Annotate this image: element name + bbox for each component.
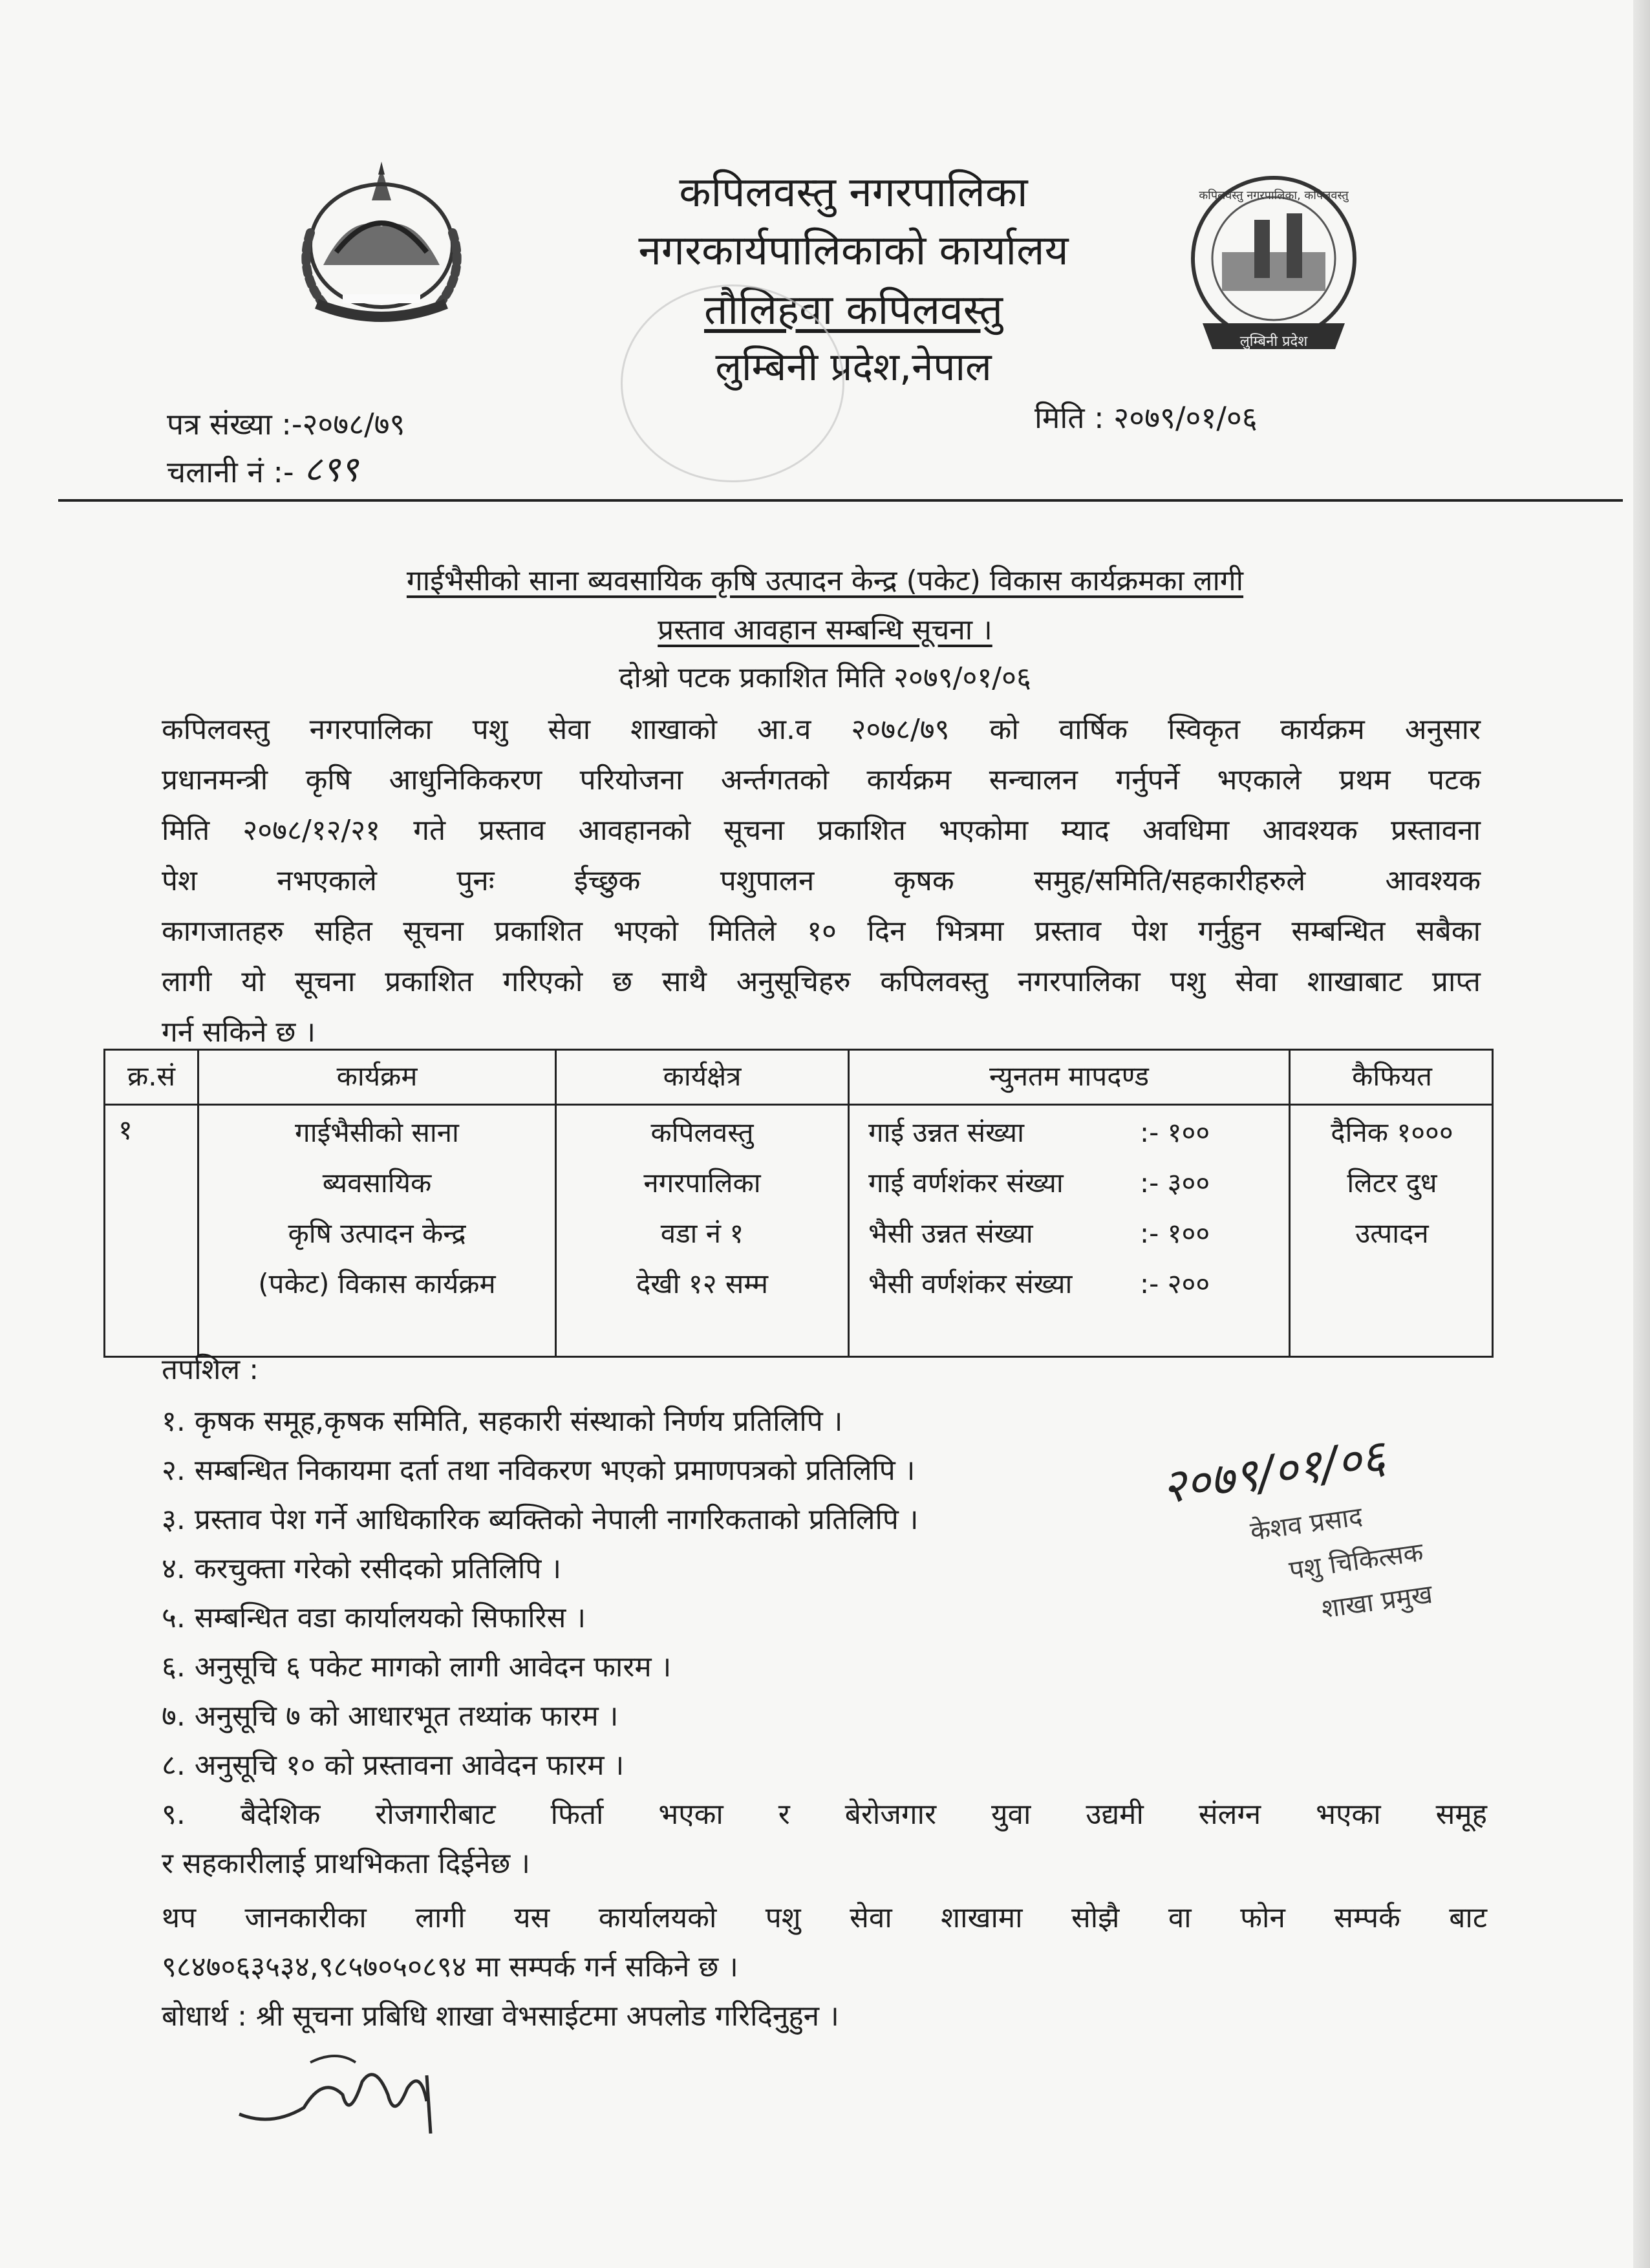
body-line: प्रधानमन्त्री कृषि आधुनिकिकरण परियोजना अर्न्तगतको कार्यक्रम सन्चालन गर्नुपर्ने भएकाले प्रथम पटक: [162, 764, 1481, 797]
table-cell-program: ब्यवसायिक: [322, 1167, 432, 1199]
table-cell-area: कपिलवस्तु: [650, 1117, 754, 1148]
table-cell-sn: १: [118, 1114, 133, 1146]
page-edge: [1633, 0, 1650, 2268]
standard-value: :- १००: [1140, 1117, 1210, 1148]
standard-label: भैसी वर्णशंकर संख्या: [868, 1268, 1073, 1300]
table-cell-area: देखी १२ सम्म: [636, 1268, 768, 1300]
officer-stamp-name: केशव प्रसाद: [1248, 1501, 1364, 1547]
attachment-item: ५. सम्बन्धित वडा कार्यालयको सिफारिस ।: [162, 1601, 586, 1634]
standard-label: भैसी उन्नत संख्या: [868, 1217, 1033, 1249]
attachment-item: ९. बैदेशिक रोजगारीबाट फिर्ता भएका र बेरोजगार युवा उद्यमी संलग्न भएका समूह: [162, 1798, 1487, 1831]
office-unit: नगरकार्यपालिकाको कार्यालय: [638, 227, 1069, 275]
letter-date: मिति : २०७९/०१/०६: [1034, 400, 1258, 435]
body-line: गर्न सकिने छ ।: [162, 1016, 316, 1049]
letter-number: पत्र संख्या :-२०७८/७९: [167, 407, 405, 442]
standard-label: गाई उन्नत संख्या: [868, 1117, 1024, 1148]
criteria-table: [103, 1049, 1494, 1358]
seal-text-bottom: लुम्बिनी प्रदेश: [1239, 334, 1308, 350]
header-rule: [58, 499, 1623, 502]
municipality-seal-icon: [1177, 168, 1371, 369]
contact-phone-line: ९८४७०६३५३४,९८५७०५०८९४ मा सम्पर्क गर्न सकिने छ ।: [162, 1951, 738, 1984]
province: लुम्बिनी प्रदेश,नेपाल: [715, 345, 992, 390]
body-line: पेश नभएकाले पुनः ईच्छुक पशुपालन कृषक समुह/समिति/सहकारीहरुले आवश्यक: [162, 864, 1481, 897]
table-cell-remarks: दैनिक १०००: [1331, 1117, 1453, 1148]
attachments-heading: तपशिल :: [162, 1353, 259, 1386]
attachment-item: ४. करचुक्ता गरेको रसीदको प्रतिलिपि ।: [162, 1552, 562, 1585]
office-name: कपिलवस्तु नगरपालिका: [679, 169, 1028, 217]
attachment-item: र सहकारीलाई प्राथभिकता दिईनेछ ।: [162, 1847, 530, 1880]
attachment-item: २. सम्बन्धित निकायमा दर्ता तथा नविकरण भएको प्रमाणपत्रको प्रतिलिपि ।: [162, 1454, 916, 1487]
table-cell-remarks: उत्पादन: [1355, 1217, 1429, 1249]
dispatch-number-value: ८९९: [304, 449, 359, 489]
seal-text-top: कपिलवस्तु नगरपालिका, कपिलवस्तु: [1199, 189, 1349, 202]
attachment-item: १. कृषक समूह,कृषक समिति, सहकारी संस्थाको निर्णय प्रतिलिपि ।: [162, 1405, 843, 1438]
notice-subject-line1: गाईभैसीको साना ब्यवसायिक कृषि उत्पादन केन्द्र (पकेट) विकास कार्यक्रमका लागी: [406, 564, 1244, 597]
table-header-sn: क्र.सं: [127, 1060, 175, 1092]
handwritten-date: २०७९/०१/०६: [1158, 1429, 1389, 1515]
table-header-divider: [105, 1104, 1492, 1106]
body-line: लागी यो सूचना प्रकाशित गरिएको छ साथै अनुसूचिहरु कपिलवस्तु नगरपालिका पशु सेवा शाखाबाट प्राप्त: [162, 965, 1481, 998]
table-cell-program: (पकेट) विकास कार्यक्रम: [258, 1268, 496, 1300]
officer-stamp-title: पशु चिकित्सक: [1287, 1537, 1426, 1586]
table-cell-program: कृषि उत्पादन केन्द्र: [288, 1217, 466, 1249]
standard-value: :- ३००: [1140, 1167, 1210, 1199]
office-location: तौलिहवा कपिलवस्तु: [704, 286, 1003, 334]
attachment-item: ३. प्रस्ताव पेश गर्ने आधिकारिक ब्यक्तिको नेपाली नागरिकताको प्रतिलिपि ।: [162, 1503, 919, 1536]
body-line: मिति २०७८/१२/२१ गते प्रस्ताव आवहानको सूचना प्रकाशित भएकोमा म्याद अवधिमा आवश्यक प्रस्तावना: [162, 814, 1481, 847]
signature-icon: [233, 2037, 453, 2146]
table-header-program: कार्यक्रम: [336, 1060, 418, 1092]
body-line: कागजातहरु सहित सूचना प्रकाशित भएको मितिले १० दिन भित्रमा प्रस्ताव पेश गर्नुहुन सम्बन्धित सबैका: [162, 915, 1481, 948]
cc-line: बोधार्थ : श्री सूचना प्रबिधि शाखा वेभसाईटमा अपलोड गरिदिनुहुन ।: [162, 2000, 839, 2033]
officer-stamp-unit: शाखा प्रमुख: [1319, 1579, 1435, 1625]
table-header-area: कार्यक्षेत्र: [663, 1060, 742, 1092]
nepal-emblem-icon: [284, 155, 478, 336]
table-header-standard: न्युनतम मापदण्ड: [989, 1060, 1150, 1092]
table-cell-program: गाईभैसीको साना: [295, 1117, 459, 1148]
publication-date: दोश्रो पटक प्रकाशित मिति २०७९/०१/०६: [619, 661, 1031, 694]
standard-value: :- १००: [1140, 1217, 1210, 1249]
table-col-divider: [848, 1051, 850, 1356]
attachment-item: ८. अनुसूचि १० को प्रस्तावना आवेदन फारम ।: [162, 1749, 625, 1782]
dispatch-number-label: चलानी नं :-: [167, 455, 294, 489]
notice-subject-line2: प्रस्ताव आवहान सम्बन्धि सूचना ।: [658, 614, 992, 647]
table-cell-area: नगरपालिका: [643, 1167, 761, 1199]
standard-label: गाई वर्णशंकर संख्या: [868, 1167, 1064, 1199]
attachment-item: ७. अनुसूचि ७ को आधारभूत तथ्यांक फारम ।: [162, 1700, 619, 1733]
body-line: कपिलवस्तु नगरपालिका पशु सेवा शाखाको आ.व २०७८/७९ को वार्षिक स्विकृत कार्यक्रम अनुसार: [162, 713, 1481, 746]
attachment-item: ६. अनुसूचि ६ पकेट मागको लागी आवेदन फारम ।: [162, 1651, 672, 1684]
table-cell-area: वडा नं १: [660, 1217, 744, 1249]
standard-value: :- २००: [1140, 1268, 1210, 1300]
contact-line: थप जानकारीका लागी यस कार्यालयको पशु सेवा शाखामा सोझै वा फोन सम्पर्क बाट: [162, 1901, 1487, 1934]
faint-stamp-icon: [621, 284, 844, 482]
table-header-remarks: कैफियत: [1352, 1060, 1432, 1092]
table-cell-remarks: लिटर दुध: [1347, 1167, 1437, 1199]
